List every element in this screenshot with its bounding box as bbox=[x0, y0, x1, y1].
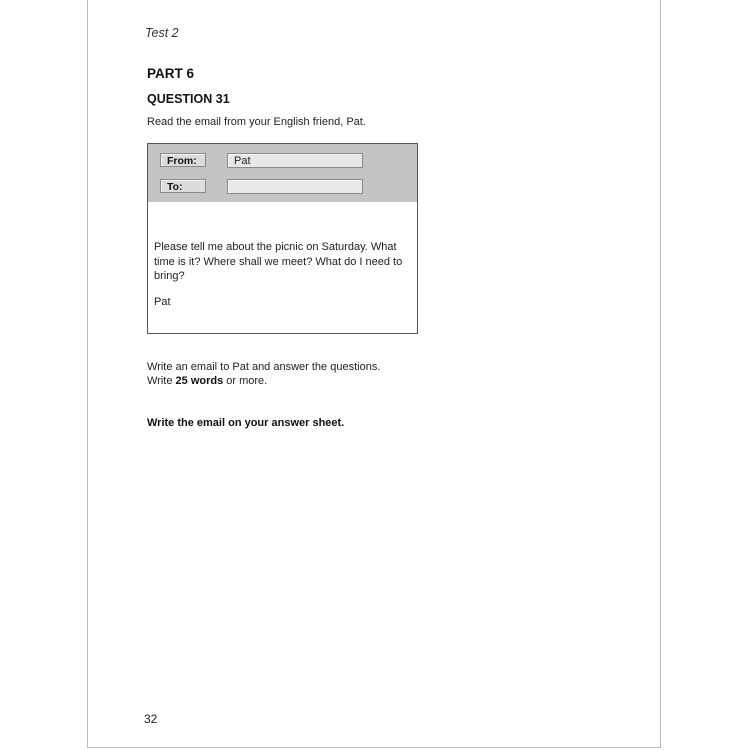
email-signature: Pat bbox=[154, 296, 171, 308]
page-number: 32 bbox=[144, 712, 158, 726]
answer-sheet-instruction: Write the email on your answer sheet. bbox=[147, 417, 345, 429]
from-label: From: bbox=[160, 153, 206, 167]
question-title: QUESTION 31 bbox=[147, 92, 230, 106]
email-header bbox=[148, 144, 417, 202]
to-field bbox=[227, 179, 363, 194]
reading-instruction: Read the email from your English friend, Pat. bbox=[147, 116, 366, 128]
running-head: Test 2 bbox=[145, 26, 179, 40]
word-count-emphasis: 25 words bbox=[175, 375, 224, 387]
word-count-prefix: Write bbox=[147, 375, 176, 387]
task-instruction: Write an email to Pat and answer the questions. bbox=[147, 361, 381, 373]
part-title: PART 6 bbox=[147, 66, 195, 81]
page-sheet bbox=[87, 0, 661, 748]
email-box bbox=[147, 143, 418, 334]
word-count-instruction bbox=[147, 375, 267, 387]
email-body: Please tell me about the picnic on Saturday. What time is it? Where shall we meet? What do I need to bring? bbox=[154, 241, 403, 282]
word-count-suffix: or more. bbox=[223, 375, 268, 387]
to-label: To: bbox=[160, 179, 206, 193]
from-field: Pat bbox=[227, 153, 363, 168]
